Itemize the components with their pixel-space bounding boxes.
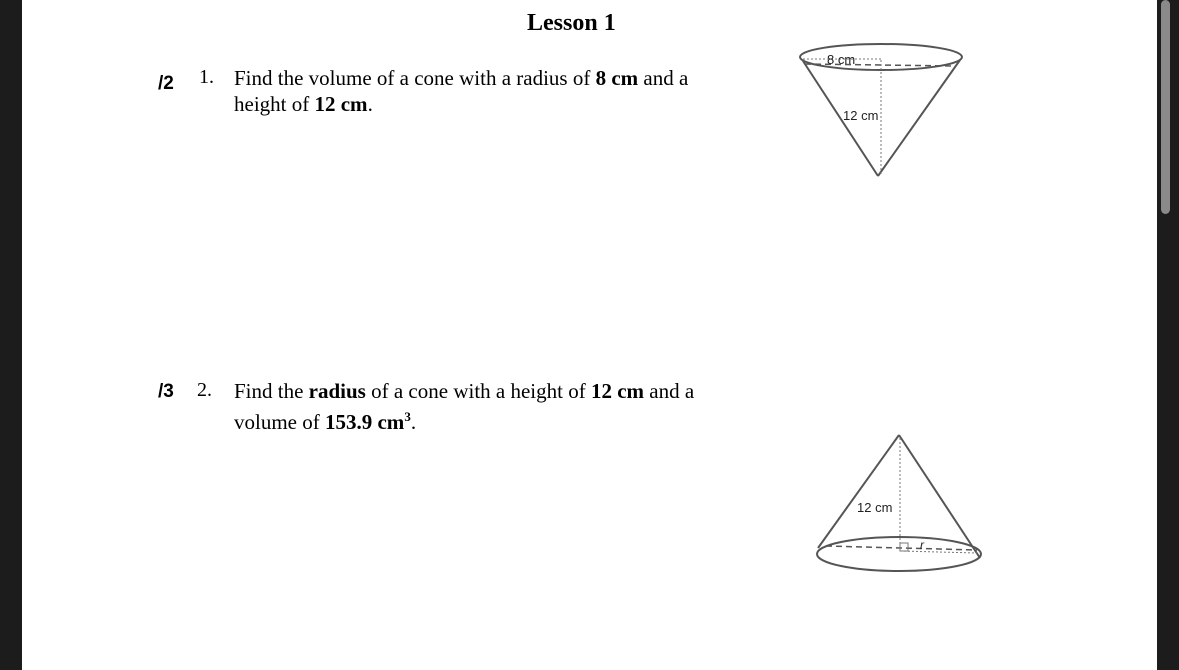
radius-label: r [920,538,924,552]
radius-label: 8 cm [827,52,856,67]
question-1-line-1: Find the volume of a cone with a radius of 8 cm and a [234,66,689,90]
radius-value: 8 cm [595,66,639,90]
question-2-number: 2. [197,379,212,401]
window-left-edge [0,0,22,670]
height-label: 12 cm [857,500,893,515]
question-1-text [234,65,754,117]
cone-left-edge [818,435,899,548]
cubic-exponent: 3 [404,409,411,424]
height-value: 12 cm [590,379,645,403]
height-value: 12 cm [314,92,368,116]
question-2-text [234,378,754,435]
cone-base-ellipse [817,537,981,571]
question-2-line-1: Find the radius of a cone with a height of 12 cm and a [234,379,695,403]
question-1-line-2: height of 12 cm. [234,92,373,116]
radius-dotted-line [900,551,977,553]
radius-keyword: radius [308,379,366,403]
volume-value: 153.9 cm [324,410,405,434]
cone-right-edge [878,60,960,176]
inverted-cone-figure [795,38,975,183]
question-2-line-2: volume of 153.9 $cm^3$. [234,409,417,434]
question-1-number: 1. [199,66,214,88]
question-2-marks: /3 [158,381,174,402]
question-1-marks: /2 [158,73,174,94]
cone-base-back-dash [826,546,977,550]
scrollbar-thumb[interactable] [1161,0,1170,214]
height-label: 12 cm [843,108,879,123]
upright-cone-figure [812,430,992,580]
right-angle-marker [900,543,908,551]
lesson-title: Lesson 1 [527,10,616,36]
